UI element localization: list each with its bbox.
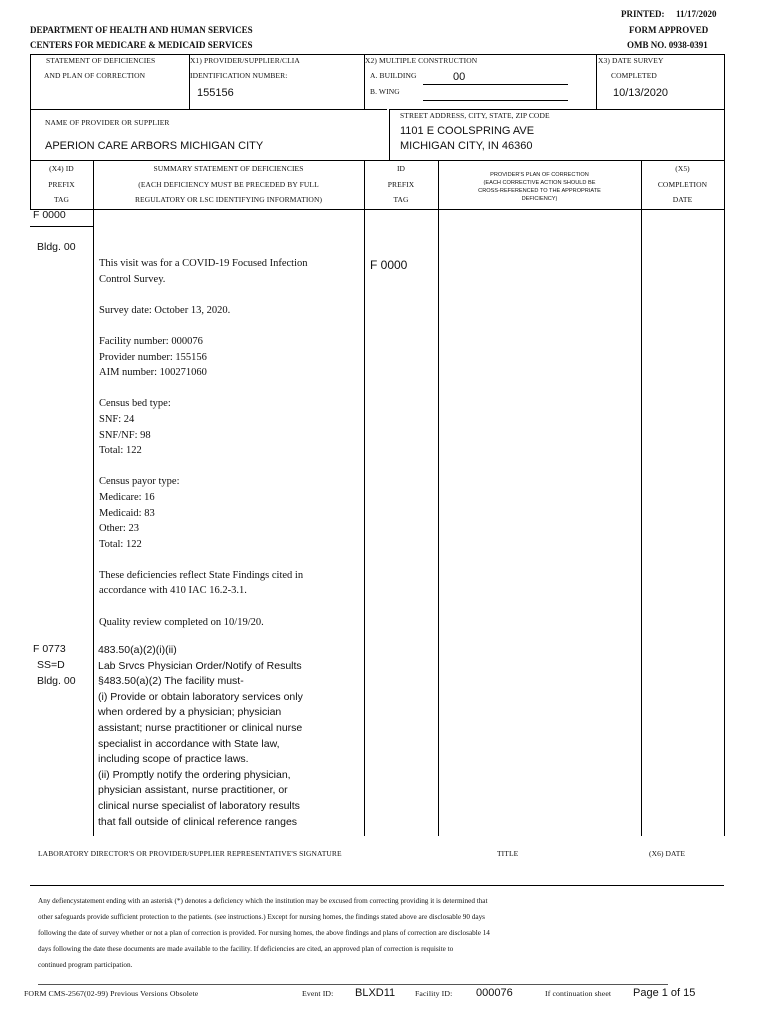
f0773-line: including scope of practice laws.	[98, 753, 249, 766]
intro-text-block	[99, 256, 308, 630]
hdr-right-border	[724, 160, 725, 210]
left-border-top	[30, 54, 31, 161]
form-approved: FORM APPROVED	[629, 25, 709, 35]
signature-label: LABORATORY DIRECTOR'S OR PROVIDER/SUPPLIER REPRESENTATIVE'S SIGNATURE	[38, 849, 342, 858]
tag-f0000-underline	[30, 226, 94, 227]
intro-line: Census bed type:	[99, 398, 171, 410]
notice-line: other safeguards provide sufficient protection to the patients. (see instructions.) Except for nursing homes, the findings stated above are disclosable 90 days	[38, 913, 485, 921]
bldg-label-2: Bldg. 00	[37, 675, 76, 687]
right-tag-f0000: F 0000	[370, 258, 408, 272]
x4-id-label: (X4) ID	[49, 164, 74, 173]
notice-line: continued program participation.	[38, 961, 133, 969]
plan-header-3: CROSS-REFERENCED TO THE APPROPRIATE	[478, 188, 601, 194]
intro-line: AIM number: 100271060	[99, 367, 207, 379]
intro-line	[99, 552, 308, 568]
x5-label: (X5)	[675, 164, 690, 173]
plan-header-2: (EACH CORRECTIVE ACTION SHOULD BE	[483, 180, 596, 186]
f0773-line: (i) Provide or obtain laboratory services only	[98, 690, 303, 703]
date-completed: 10/13/2020	[613, 87, 669, 99]
wing-label: B. WING	[370, 87, 400, 96]
intro-line	[99, 459, 308, 475]
header-bottom-border	[30, 209, 725, 210]
department-name: DEPARTMENT OF HEALTH AND HUMAN SERVICES	[30, 25, 253, 35]
continuation-label: If continuation sheet	[545, 989, 612, 998]
x3-label: X3) DATE SURVEY	[598, 56, 664, 65]
address-line-1: 1101 E COOLSPRING AVE	[400, 125, 535, 137]
plan-header-1: PROVIDER'S PLAN OF CORRECTION	[490, 172, 589, 178]
intro-line: SNF: 24	[99, 413, 135, 425]
intro-line: Medicaid: 83	[99, 507, 155, 519]
row1-divider-right	[389, 109, 724, 110]
facility-id-label: Facility ID:	[415, 989, 453, 998]
page-number: Page 1 of 15	[633, 987, 696, 999]
completion-label: COMPLETION	[657, 180, 708, 189]
title-label: TITLE	[497, 849, 519, 858]
intro-line: Total: 122	[99, 538, 142, 550]
f0773-line: physician assistant, nurse practitioner, or	[98, 784, 288, 797]
prefix-label: PREFIX	[387, 180, 415, 189]
intro-line	[99, 318, 308, 334]
notice-line: Any defiencystatement ending with an asterisk (*) denotes a deficiency which the institution may be excused from correcting providing it is determined that	[38, 897, 488, 905]
body-div-4	[641, 210, 642, 836]
omb-number: OMB NO. 0938-0391	[627, 40, 708, 50]
x6-date-label: (X6) DATE	[649, 849, 686, 858]
intro-line: Control Survey.	[99, 273, 166, 285]
provider-id-number: 155156	[197, 87, 234, 99]
row1-divider-left	[30, 109, 387, 110]
cms-name: CENTERS FOR MEDICARE & MEDICAID SERVICES	[30, 40, 253, 50]
intro-line: Other: 23	[99, 523, 139, 535]
body-right-border	[724, 210, 725, 836]
provider-name-label: NAME OF PROVIDER OR SUPPLIER	[45, 118, 170, 127]
x3-divider	[596, 54, 597, 109]
id-label: ID	[396, 164, 406, 173]
intro-line: Provider number: 155156	[99, 351, 207, 363]
wing-underline	[423, 100, 568, 101]
form-number: FORM CMS-2567(02-99) Previous Versions Obsolete	[24, 989, 199, 998]
scope-severity: SS=D	[37, 659, 65, 671]
intro-line	[99, 599, 308, 615]
x4-tag-label: TAG	[53, 195, 70, 204]
f0773-text-block	[98, 643, 303, 830]
f0773-line: 483.50(a)(2)(i)(ii)	[98, 644, 177, 656]
intro-line: Facility number: 000076	[99, 335, 203, 347]
body-div-1	[93, 210, 94, 836]
event-id: BLXD11	[355, 987, 396, 999]
x5-date-label: DATE	[672, 195, 693, 204]
statement-label: STATEMENT OF DEFICIENCIES	[46, 56, 156, 65]
notice-top-border	[30, 885, 724, 886]
body-div-3	[438, 210, 439, 836]
tag-f0000: F 0000	[33, 209, 66, 221]
address-divider	[389, 109, 390, 160]
summary-header-2: (EACH DEFICIENCY MUST BE PRECEDED BY FULL	[138, 180, 319, 189]
notice-line: days following the date these documents are made available to the facility. If deficiencies are cited, an approved plan of correction is requisite to	[38, 945, 454, 953]
row2-divider	[30, 160, 724, 161]
f0773-line: clinical nurse specialist of laboratory results	[98, 799, 300, 812]
plan-header-4: DEFICIENCY)	[521, 196, 558, 202]
building-label: A. BUILDING	[370, 71, 417, 80]
notice-line: following the date of survey whether or not a plan of correction is provided. For nursing homes, the above findings and plans of correction are disclosable 14	[38, 929, 490, 937]
f0773-line: (ii) Promptly notify the ordering physician,	[98, 768, 291, 781]
facility-id: 000076	[476, 987, 513, 999]
f0773-line: specialist in accordance with State law,	[98, 737, 280, 750]
intro-line: accordance with 410 IAC 16.2-3.1.	[99, 585, 247, 597]
f0773-line: that fall outside of clinical reference ranges	[98, 815, 298, 828]
printed-label: PRINTED:	[621, 9, 665, 19]
bldg-label-1: Bldg. 00	[37, 241, 76, 253]
event-id-label: Event ID:	[302, 989, 334, 998]
intro-line: Survey date: October 13, 2020.	[99, 304, 231, 316]
completed-label: COMPLETED	[611, 71, 657, 80]
intro-line: These deficiencies reflect State Findings cited in	[99, 569, 304, 581]
footer-divider	[38, 984, 668, 985]
x1-label: X1) PROVIDER/SUPPLIER/CLIA	[190, 56, 300, 65]
table-top-border	[30, 54, 724, 55]
tag-label: TAG	[393, 195, 409, 204]
f0773-line: when ordered by a physician; physician	[98, 706, 282, 719]
intro-line: SNF/NF: 98	[99, 429, 151, 441]
intro-line: Medicare: 16	[99, 491, 155, 503]
address-line-2: MICHIGAN CITY, IN 46360	[400, 140, 533, 152]
intro-line: Census payor type:	[99, 476, 180, 488]
building-underline	[423, 84, 568, 85]
summary-header-1: SUMMARY STATEMENT OF DEFICIENCIES	[153, 164, 304, 173]
f0773-line: Lab Srvcs Physician Order/Notify of Results	[98, 659, 302, 672]
intro-line: Total: 122	[99, 445, 142, 457]
printed-date: 11/17/2020	[676, 9, 717, 19]
street-label: STREET ADDRESS, CITY, STATE, ZIP CODE	[400, 111, 550, 120]
intro-line	[99, 287, 308, 303]
building-value: 00	[453, 71, 466, 83]
plan-label: AND PLAN OF CORRECTION	[44, 71, 146, 80]
x2-label: X2) MULTIPLE CONSTRUCTION	[365, 56, 478, 65]
notice-text	[38, 893, 490, 973]
provider-name: APERION CARE ARBORS MICHIGAN CITY	[45, 140, 264, 152]
f0773-line: assistant; nurse practitioner or clinical nurse	[98, 721, 303, 734]
tag-f0773: F 0773	[33, 643, 66, 655]
intro-line: Quality review completed on 10/19/20.	[99, 616, 264, 628]
identification-label: IDENTIFICATION NUMBER:	[190, 71, 288, 80]
f0773-line: §483.50(a)(2) The facility must-	[98, 675, 244, 688]
intro-line	[99, 381, 308, 397]
body-div-2	[364, 210, 365, 836]
intro-line: This visit was for a COVID-19 Focused Infection	[99, 258, 308, 269]
right-border-top	[724, 54, 725, 161]
x4-prefix-label: PREFIX	[48, 180, 75, 189]
summary-header-3: REGULATORY OR LSC IDENTIFYING INFORMATION)	[134, 195, 323, 204]
